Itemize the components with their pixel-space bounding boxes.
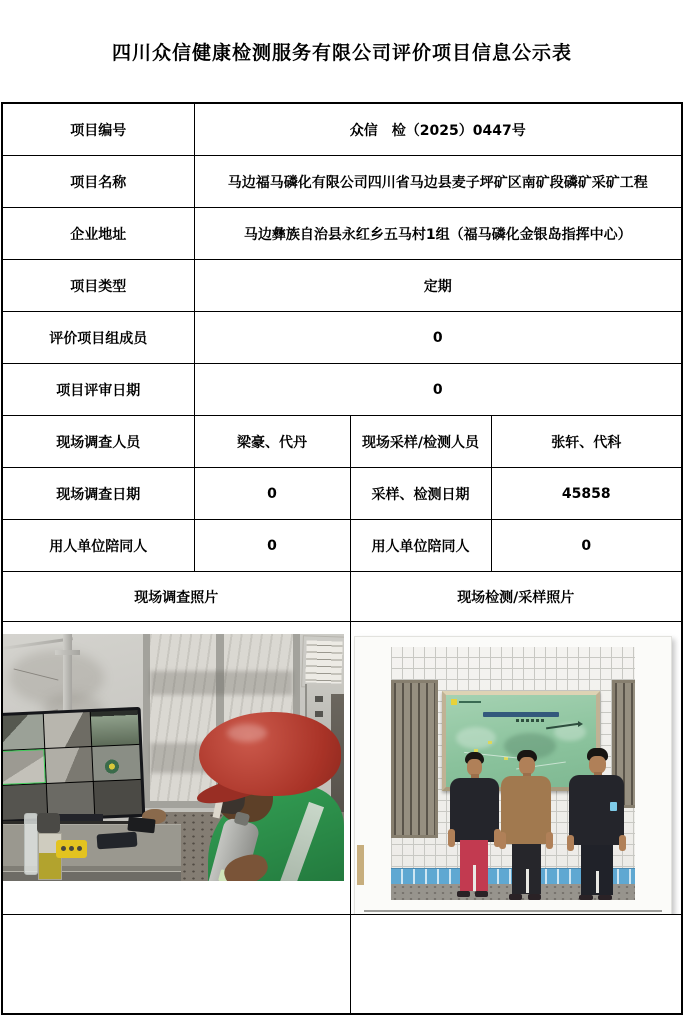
sampling-photo: [391, 647, 635, 900]
empty-cell-left: [2, 915, 350, 1015]
value-employer-escort-left: 0: [194, 520, 350, 572]
empty-row: [2, 915, 682, 1015]
person1-shoe: [475, 891, 488, 897]
person2-arm: [499, 832, 506, 849]
label-survey-staff: 现场调查人员: [2, 416, 194, 468]
table-row: [2, 156, 682, 208]
value-project-number: 众信 检（2025）0447号: [194, 103, 682, 156]
person1-shoe: [457, 891, 470, 897]
board-logo: [451, 699, 457, 705]
map-label: [516, 719, 544, 722]
person2-arm: [546, 832, 553, 849]
person2-shoe: [509, 894, 522, 900]
red-hard-hat: [199, 712, 341, 796]
value-evaluation-team: 0: [194, 312, 682, 364]
pipe-bracket: [55, 650, 80, 655]
person3-shoe: [598, 895, 612, 900]
label-sampling-staff: 现场采样/检测人员: [350, 416, 491, 468]
label-project-number: 项目编号: [2, 103, 194, 156]
meter-tip: [234, 811, 251, 826]
photo-cell-survey: [2, 622, 350, 915]
value-survey-staff: 梁豪、代丹: [194, 416, 350, 468]
person1-shirt: [450, 778, 499, 842]
person1-arm: [448, 829, 455, 847]
table-row: [2, 416, 682, 468]
header-survey-photo: 现场调查照片: [2, 572, 350, 622]
wall-notice: [301, 635, 344, 689]
cctv-monitor: [3, 707, 145, 823]
person3-leg-gap: [596, 871, 599, 893]
value-project-type: 定期: [194, 260, 682, 312]
cabinet-meter: [315, 711, 323, 717]
yellow-device: [56, 840, 87, 858]
photo-cell-sampling: [350, 622, 682, 915]
person2-leg-gap: [526, 869, 529, 893]
person3-shirt-logo: [610, 802, 617, 811]
table-row: [2, 103, 682, 156]
cctv-screen: [3, 710, 142, 820]
label-sampling-date: 采样、检测日期: [350, 468, 491, 520]
project-info-table: [1, 102, 683, 1015]
cctv-feed: [45, 747, 93, 783]
header-sampling-photo: 现场检测/采样照片: [350, 572, 682, 622]
label-survey-date: 现场调查日期: [2, 468, 194, 520]
cctv-feed: [93, 745, 141, 781]
label-company-address: 企业地址: [2, 208, 194, 260]
label-project-name: 项目名称: [2, 156, 194, 208]
sampling-photo-frame: [354, 636, 672, 915]
frame-rule: [364, 910, 662, 912]
window-dirt: [150, 671, 293, 695]
map-marker: [488, 741, 492, 744]
jar-lid: [37, 813, 60, 833]
frame-tan-strip: [357, 845, 364, 885]
label-employer-escort-right: 用人单位陪同人: [350, 520, 491, 572]
photo-row: [2, 622, 682, 915]
value-project-name: 马边福马磷化有限公司四川省马边县麦子坪矿区南矿段磷矿采矿工程: [194, 156, 682, 208]
person2-shirt: [501, 776, 551, 844]
cctv-feed: [91, 710, 139, 746]
value-survey-date: 0: [194, 468, 350, 520]
page-title: 四川众信健康检测服务有限公司评价项目信息公示表: [111, 41, 572, 64]
cctv-feed-selected: [3, 749, 45, 785]
helmet-highlight: [227, 724, 267, 742]
map-arrowhead: [578, 721, 583, 727]
cctv-feed: [3, 714, 44, 750]
value-sampling-date: 45858: [491, 468, 682, 520]
survey-photo: [3, 634, 344, 881]
cabinet-meter: [315, 696, 323, 702]
person2-shoe: [528, 894, 541, 900]
black-adapter: [127, 817, 155, 834]
cctv-feed: [43, 712, 91, 748]
empty-cell-right: [350, 915, 682, 1015]
value-employer-escort-right: 0: [491, 520, 682, 572]
pipe: [63, 634, 72, 718]
person1-leg-gap: [473, 865, 476, 891]
map-area: [456, 727, 496, 749]
label-project-type: 项目类型: [2, 260, 194, 312]
device-dot: [77, 846, 82, 851]
person3-shoe: [579, 895, 593, 900]
cctv-feed: [94, 780, 142, 816]
table-row: [2, 572, 682, 622]
person3-arm: [567, 835, 574, 851]
table-row: [2, 364, 682, 416]
label-evaluation-team: 评价项目组成员: [2, 312, 194, 364]
value-company-address: 马边彝族自治县永红乡五马村1组（福马磷化金银岛指挥中心）: [194, 208, 682, 260]
board-logo-text: [459, 701, 481, 703]
label-review-date: 项目评审日期: [2, 364, 194, 416]
table-row: [2, 208, 682, 260]
smartphone: [97, 832, 138, 850]
water-bottle: [24, 813, 38, 875]
person3-arm: [619, 835, 626, 851]
label-employer-escort-left: 用人单位陪同人: [2, 520, 194, 572]
device-dot: [61, 846, 66, 851]
value-review-date: 0: [194, 364, 682, 416]
table-row: [2, 260, 682, 312]
value-sampling-staff: 张轩、代科: [491, 416, 682, 468]
window-grille-left: [391, 680, 438, 838]
board-title: [483, 712, 559, 717]
table-row: [2, 468, 682, 520]
table-row: [2, 312, 682, 364]
device-dot: [69, 846, 74, 851]
table-row: [2, 520, 682, 572]
